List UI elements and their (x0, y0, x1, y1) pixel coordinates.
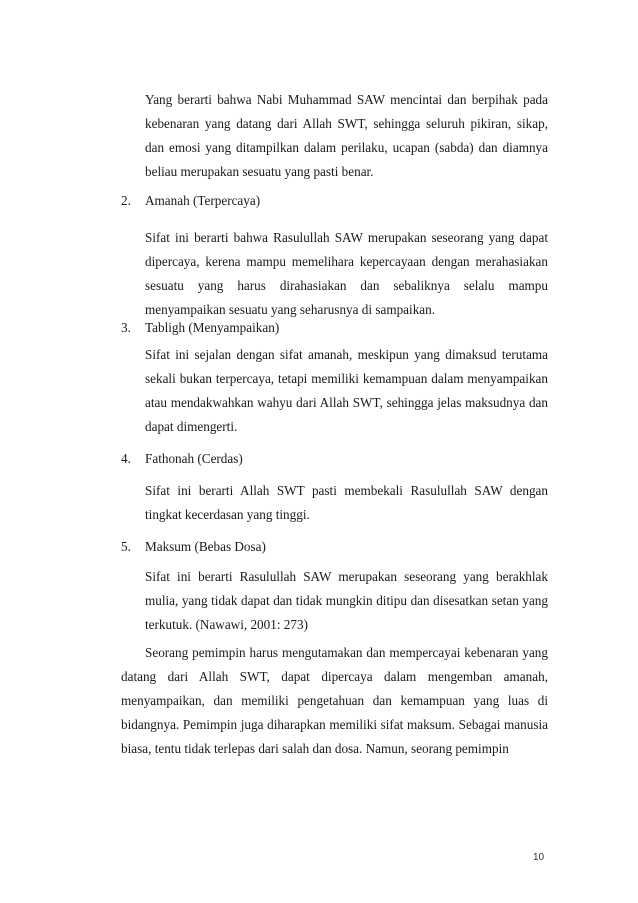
closing-paragraph: Seorang pemimpin harus mengutamakan dan mempercayai kebenaran yang datang dari Allah SWT, dapat dipercaya dalam mengemban amanah, menyampaikan, dan memiliki pengetahuan dan kemampuan yang luas di bidangnya. Pemimpin juga diharapkan memiliki sifat maksum. Sebagai manusia biasa, tentu tidak terlepas dari salah dan dosa. Namun, seorang pemimpin (121, 645, 548, 757)
list-item-title: Maksum (Bebas Dosa) (145, 539, 266, 554)
list-item-text: Sifat ini berarti Allah SWT pasti membekali Rasulullah SAW dengan tingkat kecerdasan yang tinggi. (145, 483, 548, 523)
list-item-title: Amanah (Terpercaya) (145, 193, 261, 208)
list-item-text: Sifat ini sejalan dengan sifat amanah, meskipun yang dimaksud terutama sekali bukan terpercaya, tetapi memiliki kemampuan dalam menyampaikan atau mendakwahkan wahyu dari Allah SWT, sehingga jelas maksudnya dan dapat dimengerti. (145, 347, 548, 435)
list-item-number: 5. (121, 539, 131, 554)
list-item-text: Sifat ini berarti Rasulullah SAW merupakan seseorang yang berakhlak mulia, yang tidak dapat dan tidak mungkin ditipu dan disesatkan setan yang terkutuk. (Nawawi, 2001: 273) (145, 569, 548, 633)
list-item-number: 2. (121, 193, 131, 208)
intro-paragraph: Yang berarti bahwa Nabi Muhammad SAW mencintai dan berpihak pada kebenaran yang datang dari Allah SWT, sehingga seluruh pikiran, sikap, dan emosi yang ditampilkan dalam perilaku, ucapan (sabda) dan diamnya beliau merupakan sesuatu yang pasti benar. (145, 92, 548, 180)
list-item-number: 4. (121, 451, 131, 466)
list-item-number: 3. (121, 320, 131, 335)
page-number: 10 (533, 852, 545, 863)
list-item-title: Fathonah (Cerdas) (145, 451, 243, 466)
list-item-title: Tabligh (Menyampaikan) (145, 320, 280, 335)
list-item-text: Sifat ini berarti bahwa Rasulullah SAW merupakan seseorang yang dapat dipercaya, kerena mampu memelihara kepercayaan dengan merahasiakan sesuatu yang harus dirahasiakan dan sebaliknya selalu mampu menyampaikan sesuatu yang seharusnya di sampaikan. (145, 230, 548, 318)
